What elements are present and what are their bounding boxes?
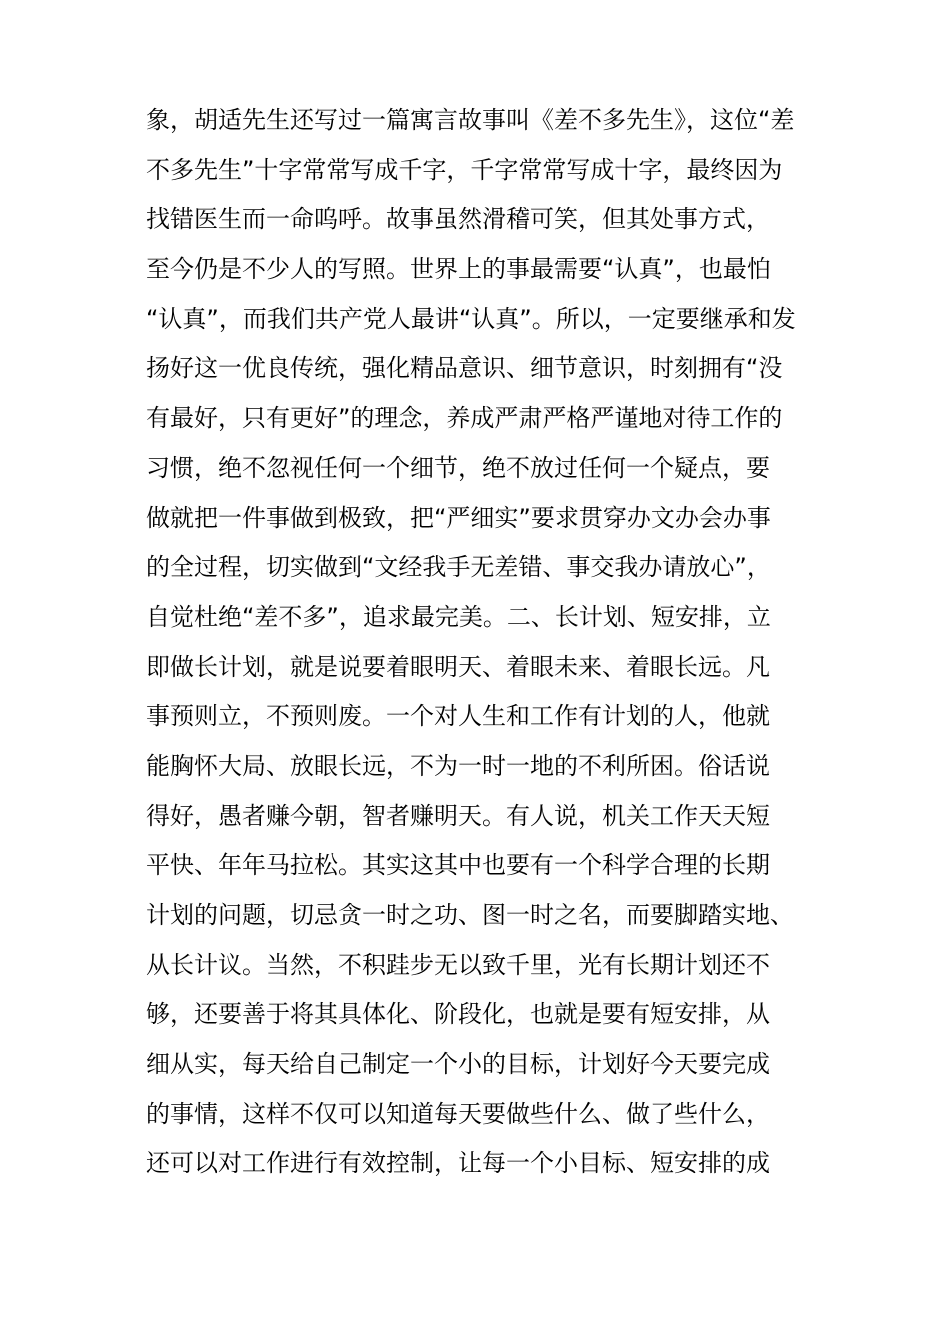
text-line: 能胸怀大局、放眼长远，不为一时一地的不利所困。俗话说 xyxy=(146,751,770,780)
text-line: 从长计议。当然，不积跬步无以致千里，光有长期计划还不 xyxy=(146,950,770,979)
text-line: “认真”，而我们共产党人最讲“认真”。所以，一定要继承和发 xyxy=(146,304,796,333)
text-line: 习惯，绝不忽视任何一个细节，绝不放过任何一个疑点，要 xyxy=(146,453,770,482)
text-line: 细从实，每天给自己制定一个小的目标，计划好今天要完成 xyxy=(146,1050,770,1079)
text-line: 还可以对工作进行有效控制，让每一个小目标、短安排的成 xyxy=(146,1149,770,1178)
text-line: 做就把一件事做到极致，把“严细实”要求贯穿办文办会办事 xyxy=(146,503,771,532)
text-line: 的事情，这样不仅可以知道每天要做些什么、做了些什么， xyxy=(146,1099,770,1128)
text-line: 找错医生而一命呜呼。故事虽然滑稽可笑，但其处事方式， xyxy=(146,205,770,234)
text-line: 自觉杜绝“差不多”，追求最完美。二、长计划、短安排，立 xyxy=(146,602,771,631)
text-line: 的全过程，切实做到“文经我手无差错、事交我办请放心”， xyxy=(146,553,771,582)
text-line: 象，胡适先生还写过一篇寓言故事叫《差不多先生》，这位“差 xyxy=(146,106,795,134)
text-line: 够，还要善于将其具体化、阶段化，也就是要有短安排，从 xyxy=(146,1000,770,1029)
text-line: 不多先生”十字常常写成千字，千字常常写成十字，最终因为 xyxy=(146,155,783,184)
text-line: 事预则立，不预则废。一个对人生和工作有计划的人，他就 xyxy=(146,702,770,731)
body-text xyxy=(146,96,816,1189)
text-line: 有最好，只有更好”的理念，养成严肃严格严谨地对待工作的 xyxy=(146,404,783,433)
text-line: 至今仍是不少人的写照。世界上的事最需要“认真”，也最怕 xyxy=(146,255,771,284)
text-line: 即做长计划，就是说要着眼明天、着眼未来、着眼长远。凡 xyxy=(146,652,770,681)
text-line: 扬好这一优良传统，强化精品意识、细节意识，时刻拥有“没 xyxy=(146,354,783,383)
text-line: 得好，愚者赚今朝，智者赚明天。有人说，机关工作天天短 xyxy=(146,801,770,830)
text-line: 平快、年年马拉松。其实这其中也要有一个科学合理的长期 xyxy=(146,851,770,880)
text-line: 计划的问题，切忌贪一时之功、图一时之名，而要脚踏实地、 xyxy=(146,901,794,929)
